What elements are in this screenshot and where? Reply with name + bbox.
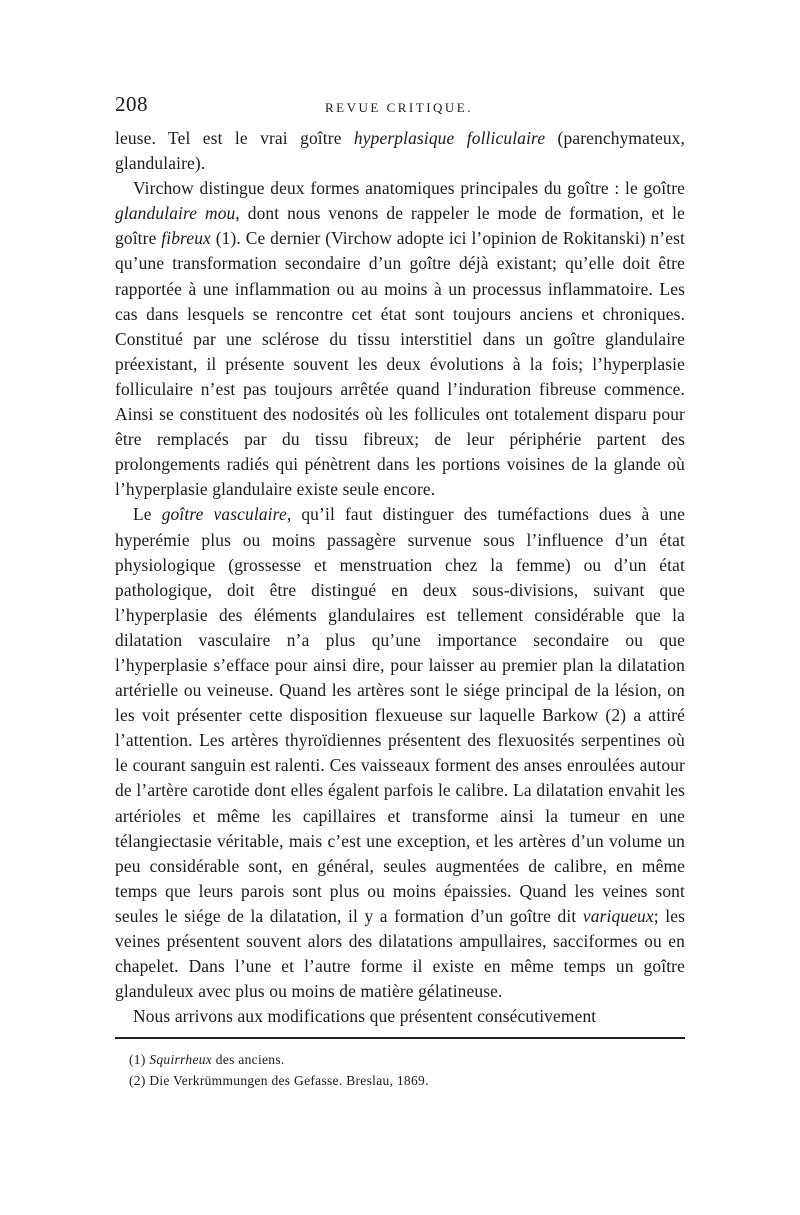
text-run: (2) Die Verkrümmungen des Gefasse. Breslau, 1869. — [129, 1073, 429, 1089]
footnote — [129, 1070, 685, 1091]
page-number: 208 — [115, 92, 148, 116]
paragraph — [115, 176, 685, 502]
body-text — [115, 126, 685, 1029]
italic-text: fibreux — [161, 228, 211, 249]
paragraph — [115, 126, 685, 176]
italic-text: glandulaire mou — [115, 203, 236, 224]
text-run: (1) — [129, 1052, 150, 1068]
text-run: Le — [133, 504, 162, 525]
book-page — [115, 92, 685, 1091]
paragraph — [115, 1004, 685, 1029]
text-run: , dont nous venons de rappeler le mode de formation, et le goître — [115, 203, 685, 249]
paragraph — [115, 502, 685, 1004]
italic-text: Squirrheux — [149, 1052, 213, 1068]
text-run: ; les veines présentent souvent alors des dilatations ampullaires, sacciformes ou en chapelet. Dans l’une et l’autre forme il existe en même temps un goître glanduleux avec plus ou moins de matière gélatineuse. — [115, 905, 686, 1002]
text-run: , qu’il faut distinguer des tuméfactions dues à une hyperémie plus ou moins passagère survenue sous l’influence d’un état physiologique (grossesse et menstruation chez la femme) ou d’un état pathologique, doit être distingué en deux sous-divisions, suivant que l’hyperplasie des éléments glandulaires est tellement considérable que la dilatation vasculaire n’a plus qu’une importance secondaire ou que l’hyperplasie s’efface pour ainsi dire, pour laisser au premier plan la dilatation artérielle ou veineuse. Quand les artères sont le siége principal de la lésion, on les voit présenter cette disposition flexueuse sur laquelle Barkow (2) a attiré l’attention. Les artères thyroïdiennes présentent des flexuosités serpentines où le courant sanguin est ralenti. Ces vaisseaux forment des anses enroulées autour de l’artère carotide dont elles égalent parfois le calibre. La dilatation envahit les artérioles et même les capillaires et transforme ainsi la tumeur en une télangiectasie véritable, mais c’est une exception, et les artères d’un volume un peu considérable sont, en général, seules augmentées de calibre, en même temps que leurs parois sont plus ou moins épaissies. Quand les veines sont seules le siége de la dilatation, il y a formation d’un goître dit — [115, 504, 686, 926]
italic-text: variqueux — [582, 905, 654, 926]
italic-text: goître vasculaire — [161, 504, 287, 525]
text-run: (parenchymateux, glandulaire). — [115, 128, 686, 174]
italic-text: hyperplasique folliculaire — [353, 128, 546, 148]
text-run: Nous arrivons aux modifications que présentent consécutivement — [133, 1006, 597, 1027]
footnote — [129, 1049, 685, 1070]
text-run: (1). Ce dernier (Virchow adopte ici l’opinion de Rokitanski) n’est qu’une transformation secondaire d’un goître déjà existant; qu’elle doit être rapportée à une inflammation ou au moins à un processus inflammatoire. Les cas dans lesquels se rencontre cet état sont toujours anciens et chroniques. Constitué par une sclérose du tissu interstitiel dans un goître glandulaire préexistant, il présente souvent les deux évolutions à la fois; l’hyperplasie folliculaire n’est pas toujours arrêtée quand l’induration fibreuse commence. Ainsi se constituent des nodosités où les follicules ont totalement disparu pour être remplacés par du tissu fibreux; de leur périphérie partent des prolongements radiés qui pénètrent dans les portions voisines de la glande où l’hyperplasie glandulaire existe seule encore. — [115, 228, 685, 500]
running-title: REVUE CRITIQUE. — [325, 100, 473, 115]
running-header — [115, 92, 685, 126]
text-run: Virchow distingue deux formes anatomiques principales du goître : le goître — [133, 178, 685, 199]
text-run: leuse. Tel est le vrai goître — [115, 128, 354, 148]
footnotes — [115, 1049, 685, 1091]
text-run: des anciens. — [212, 1052, 285, 1068]
footnote-rule — [115, 1037, 685, 1039]
